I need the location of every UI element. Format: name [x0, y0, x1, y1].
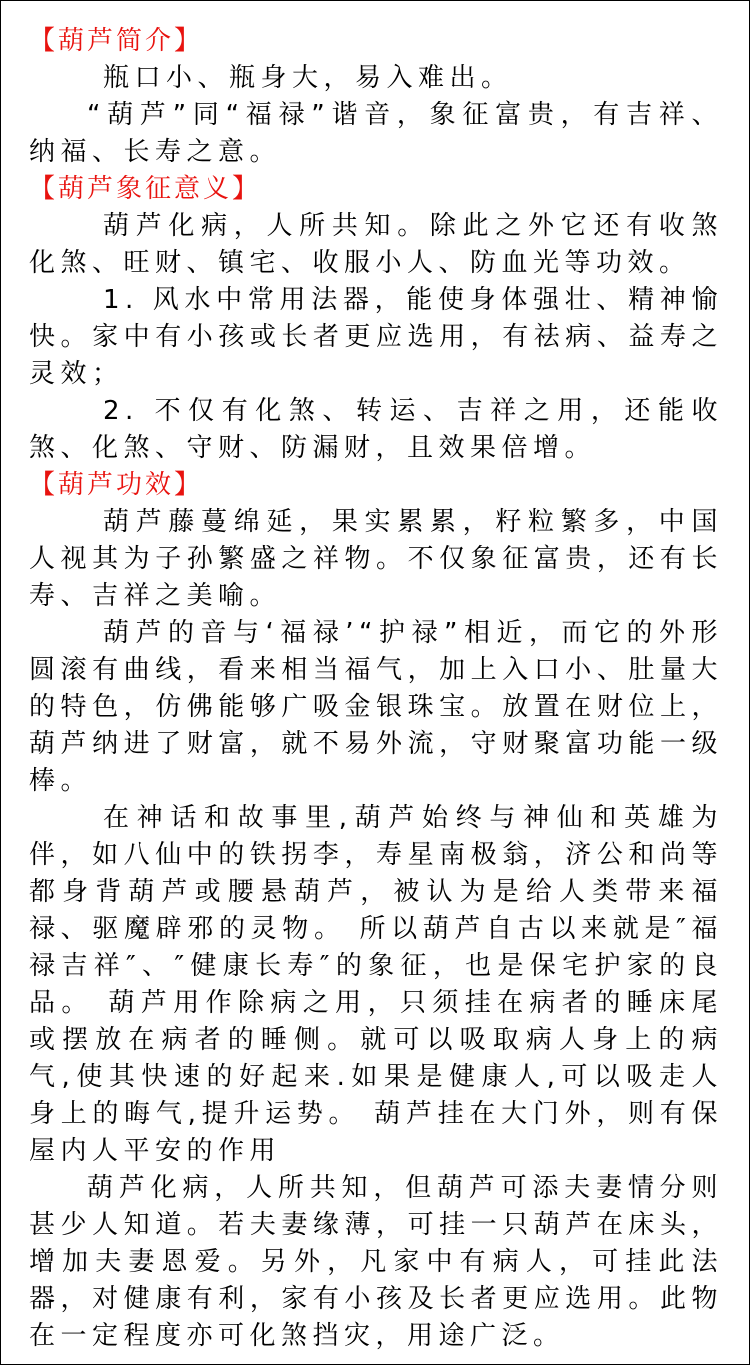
document-content [29, 23, 723, 1355]
section-meaning [29, 171, 723, 467]
intro-paragraph-2: “葫芦”同“福禄”谐音，象征富贵，有吉祥、纳福、长寿之意。 [29, 100, 723, 167]
meaning-paragraph-1: 葫芦化病，人所共知。除此之外它还有收煞化煞、旺财、镇宅、收服小人、防血光等功效。 [29, 211, 723, 278]
effects-paragraph-2: 葫芦的音与‘福禄’“护禄”相近，而它的外形圆滚有曲线，看来相当福气，加上入口小、肚量大的特色，仿佛能够广吸金银珠宝。放置在财位上，葫芦纳进了财富，就不易外流，守财聚富功能一级棒。 [29, 618, 723, 796]
heading-effects: 【葫芦功效】 [29, 470, 204, 500]
section-effects [29, 467, 723, 1355]
effects-paragraph-3: 在神话和故事里,葫芦始终与神仙和英雄为伴，如八仙中的铁拐李，寿星南极翁，济公和尚等都身背葫芦或腰悬葫芦，被认为是给人类带来福禄、驱魔辟邪的灵物。 所以葫芦自古以来就是″福禄吉祥″、″健康长寿″的象征，也是保宅护家的良品。 葫芦用作除病之用，只须挂在病者的睡床尾或摆放在病者的睡侧。就可以吸取病人身上的病气,使其快速的好起来.如果是健康人,可以吸走人身上的晦气,提升运势。 葫芦挂在大门外，则有保屋内人平安的作用 [29, 803, 723, 1166]
effects-paragraph-1: 葫芦藤蔓绵延，果实累累，籽粒繁多，中国人视其为子孙繁盛之祥物。不仅象征富贵，还有长寿、吉祥之美喻。 [29, 507, 723, 611]
section-intro [29, 23, 723, 171]
heading-intro: 【葫芦简介】 [29, 26, 204, 56]
effects-paragraph-4: 葫芦化病，人所共知，但葫芦可添夫妻情分则甚少人知道。若夫妻缘薄，可挂一只葫芦在床头，增加夫妻恩爱。另外，凡家中有病人，可挂此法器，对健康有利，家有小孩及长者更应选用。此物在一定程度亦可化煞挡灾，用途广泛。 [29, 1173, 723, 1351]
intro-paragraph-1: 瓶口小、瓶身大，易入难出。 [103, 63, 513, 93]
heading-meaning: 【葫芦象征意义】 [29, 174, 262, 204]
meaning-paragraph-3: 2. 不仅有化煞、转运、吉祥之用，还能收煞、化煞、守财、防漏财，且效果倍增。 [29, 396, 723, 463]
meaning-paragraph-2: 1. 风水中常用法器，能使身体强壮、精神愉快。家中有小孩或长者更应选用，有祛病、益寿之灵效； [29, 285, 723, 389]
